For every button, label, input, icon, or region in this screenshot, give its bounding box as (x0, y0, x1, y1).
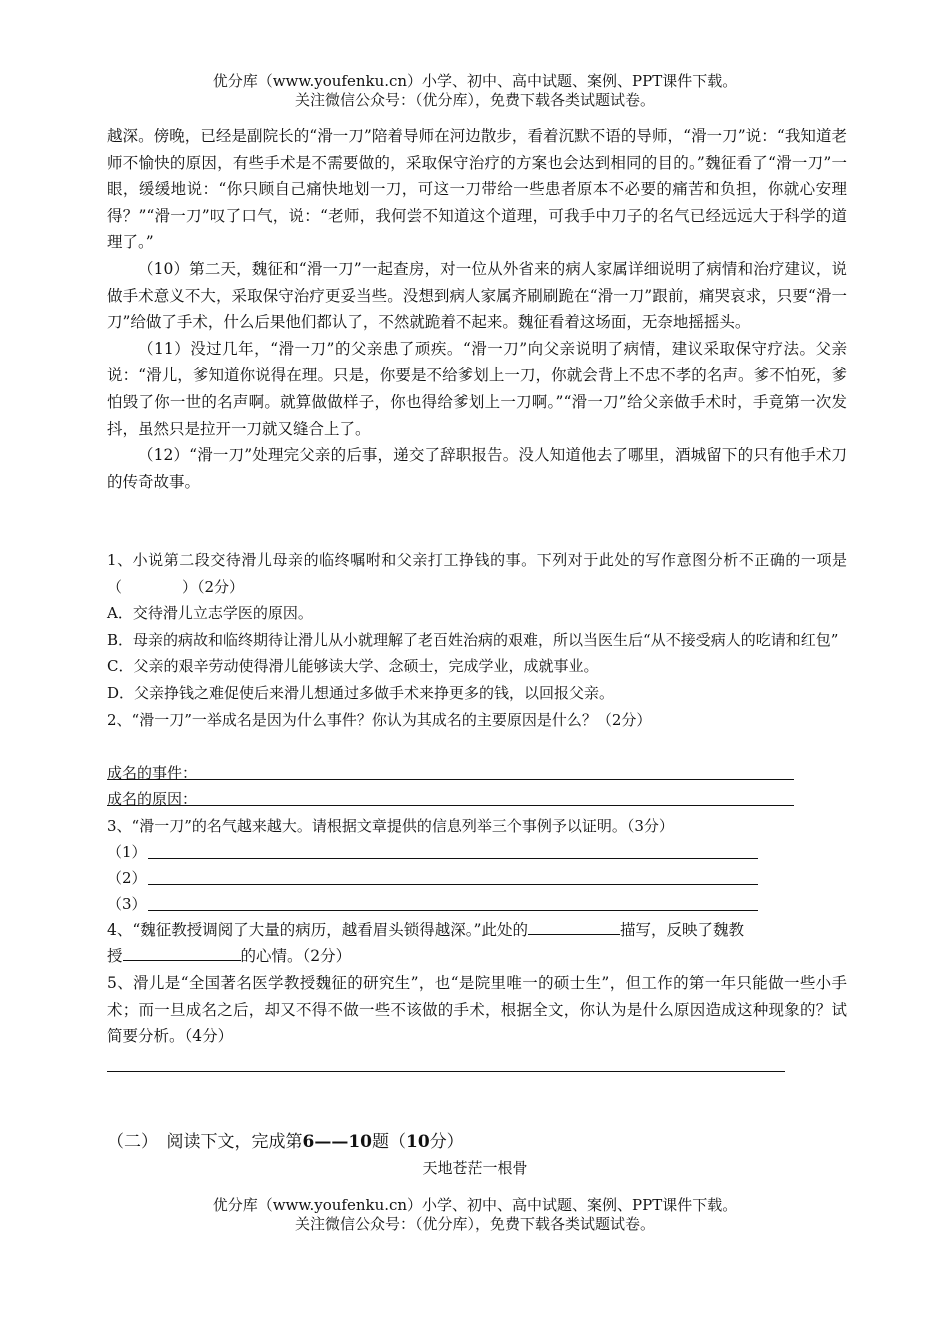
q2-event-answer-line[interactable] (107, 779, 794, 780)
section-2-mid: 题（ (372, 1132, 407, 1152)
q3-item-2-answer-line[interactable] (148, 884, 758, 885)
question-1-option-d: D．父亲挣钱之难促使后来滑儿想通过多做手术来挣更多的钱，以回报父亲。 (107, 683, 615, 702)
question-5-block (107, 970, 847, 1050)
question-1-option-a: A．交待滑儿立志学医的原因。 (107, 604, 313, 623)
q4-text-a: 4、“魏征教授调阅了大量的病历，越看眉头锁得越深。”此处的 (107, 921, 528, 939)
question-1-stem: 1、小说第二段交待滑儿母亲的临终嘱咐和父亲打工挣钱的事。下列对于此处的写作意图分析不正确的一项是（ ）（2分） (107, 551, 847, 596)
section-2-prefix: （二） 阅读下文，完成第 (107, 1132, 303, 1152)
page-footer (0, 1196, 950, 1234)
section-2-num-from: 6 (302, 1132, 315, 1152)
q4-blank-1[interactable] (528, 918, 620, 935)
paragraph-10: （10）第二天，魏征和“滑一刀”一起查房，对一位从外省来的病人家属详细说明了病情和治疗建议，说做手术意义不大，采取保守治疗更妥当些。没想到病人家属齐刷刷跪在“滑一刀”跟前，痛哭哀求，只要“滑一刀”给做了手术，什么后果他们都认了，不然就跪着不起来。魏征看着这场面，无奈地摇摇头。 (107, 259, 847, 332)
footer-line-2: 关注微信公众号：（优分库），免费下载各类试题试卷。 (294, 1215, 655, 1233)
question-5-stem: 5、滑儿是“全国著名医学教授魏征的研究生”，也“是院里唯一的硕士生”，但工作的第一年只能做一些小手术；而一旦成名之后，却又不得不做一些不该做的手术，根据全文，你认为是什么原因造成这种现象的？试简要分析。（4分） (107, 974, 847, 1046)
q2-reason-answer-line[interactable] (107, 805, 794, 806)
section-2-dash: —— (314, 1132, 349, 1152)
paragraph-12: （12）“滑一刀”处理完父亲的后事，递交了辞职报告。没人知道他去了哪里，酒城留下的只有他手术刀的传奇故事。 (107, 446, 847, 491)
section-2-score: 10 (406, 1132, 430, 1152)
section-2-num-to: 10 (348, 1132, 373, 1152)
q2-reason-label: 成名的原因： (107, 790, 198, 808)
question-4-line-1 (107, 917, 744, 943)
question-1-option-b: B．母亲的病故和临终期待让滑儿从小就理解了老百姓治病的艰难，所以当医生后“从不接受病人的吃请和红包” (107, 630, 839, 649)
header-line-1: 优分库（www.youfenku.cn）小学、初中、高中试题、案例、PPT课件下载。 (212, 72, 738, 90)
question-1-option-c: C．父亲的艰辛劳动使得滑儿能够读大学、念硕士，完成学业，成就事业。 (107, 657, 599, 676)
paragraph-9-continued: 越深。傍晚，已经是副院长的“滑一刀”陪着导师在河边散步，看着沉默不语的导师，“滑一刀”说：“我知道老师不愉快的原因，有些手术是不需要做的，采取保守治疗的方案也会达到相同的目的。”魏征看了“滑一刀”一眼，缓缓地说：“你只顾自己痛快地划一刀，可这一刀带给一些患者原本不必要的痛苦和负担，你就心安理得？”“滑一刀”叹了口气，说：“老师，我何尝不知道这个道理，可我手中刀子的名气已经远远大于科学的道理了。” (107, 127, 847, 252)
section-2-suffix: 分） (429, 1132, 464, 1152)
q5-answer-line[interactable] (107, 1071, 785, 1072)
questions-block (107, 547, 847, 733)
passage (107, 123, 847, 495)
q3-item-3-label: （3） (107, 895, 147, 913)
question-2-stem: 2、“滑一刀”一举成名是因为什么事件？你认为其成名的主要原因是什么？（2分） (107, 710, 652, 729)
footer-line-1: 优分库（www.youfenku.cn）小学、初中、高中试题、案例、PPT课件下载。 (212, 1196, 738, 1214)
q3-item-2-label: （2） (107, 869, 147, 887)
q4-text-b: 描写，反映了魏教 (619, 921, 744, 939)
q3-item-1-label: （1） (107, 843, 147, 861)
question-4-line-2 (107, 943, 351, 969)
q4-blank-2[interactable] (123, 944, 241, 961)
paragraph-11: （11）没过几年，“滑一刀”的父亲患了顽疾。“滑一刀”向父亲说明了病情，建议采取保守疗法。父亲说：“滑儿，爹知道你说得在理。只是，你要是不给爹划上一刀，你就会背上不忠不孝的名声。爹不怕死，爹怕毁了你一世的名声啊。就算做做样子，你也得给爹划上一刀啊。”“滑一刀”给父亲做手术时，手竟第一次发抖，虽然只是拉开一刀就又缝合上了。 (107, 339, 847, 438)
passage-2-title: 天地苍茫一根骨 (422, 1159, 528, 1177)
header-line-2: 关注微信公众号：（优分库），免费下载各类试题试卷。 (294, 91, 655, 109)
question-3-stem: 3、“滑一刀”的名气越来越大。请根据文章提供的信息列举三个事例予以证明。（3分） (107, 817, 674, 835)
section-2-heading (107, 1130, 464, 1154)
q2-event-label: 成名的事件： (107, 764, 198, 782)
page-header (0, 72, 950, 110)
q3-item-1-answer-line[interactable] (148, 858, 758, 859)
q4-text-c: 授 (107, 947, 123, 965)
q3-item-3-answer-line[interactable] (148, 910, 758, 911)
q4-text-d: 的心情。（2分） (240, 947, 352, 965)
